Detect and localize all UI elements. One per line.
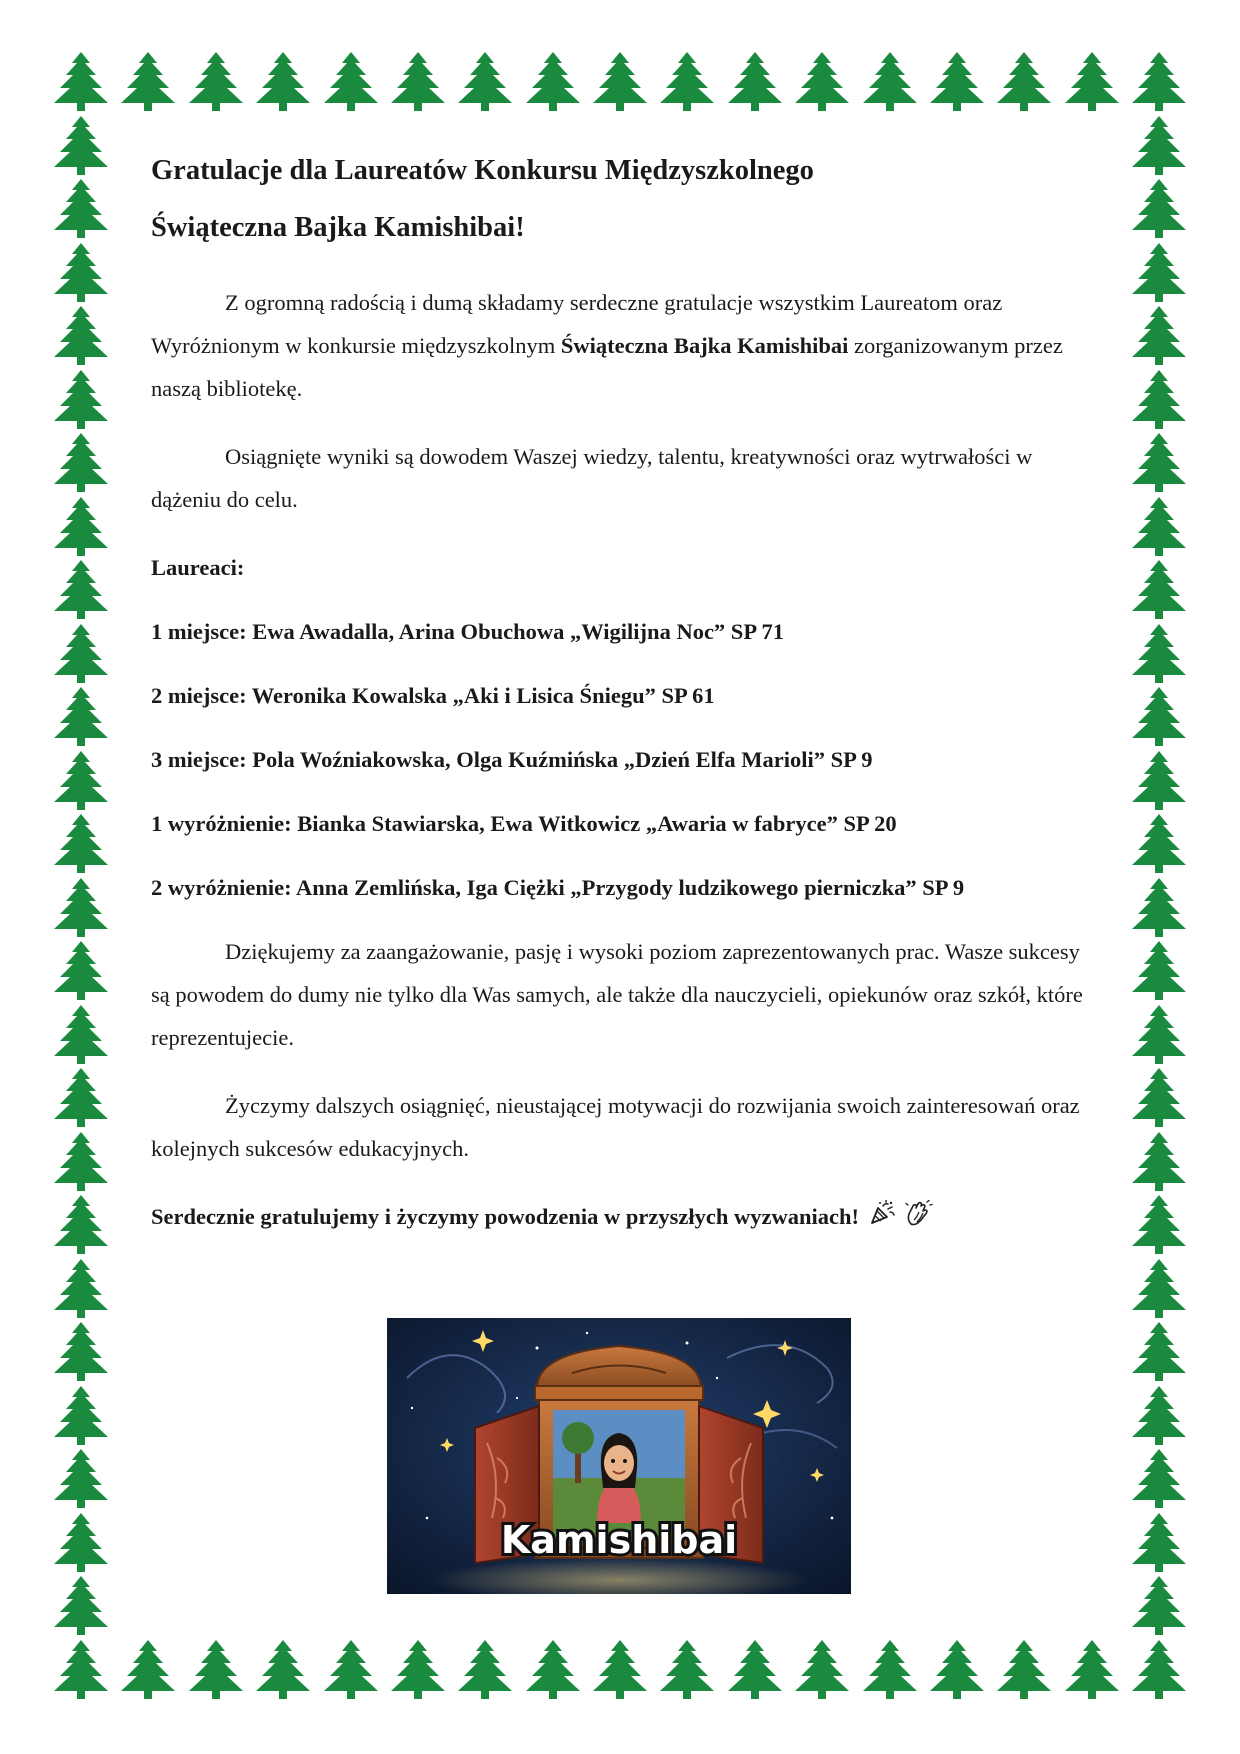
christmas-tree-icon bbox=[52, 939, 110, 1001]
christmas-tree-icon bbox=[591, 50, 649, 112]
christmas-tree-icon bbox=[995, 1638, 1053, 1700]
christmas-tree-icon bbox=[1130, 114, 1188, 176]
christmas-tree-icon bbox=[52, 304, 110, 366]
christmas-tree-icon bbox=[52, 431, 110, 493]
christmas-tree-icon bbox=[658, 1638, 716, 1700]
christmas-tree-icon bbox=[52, 1193, 110, 1255]
page-title-line-2: Świąteczna Bajka Kamishibai! bbox=[151, 212, 525, 243]
christmas-tree-icon bbox=[1130, 685, 1188, 747]
christmas-tree-icon bbox=[52, 495, 110, 557]
award-first-place: 1 miejsce: Ewa Awadalla, Arina Obuchowa „Wigilijna Noc” SP 71 bbox=[151, 619, 784, 644]
christmas-tree-icon bbox=[1130, 558, 1188, 620]
christmas-tree-icon bbox=[52, 1130, 110, 1192]
christmas-tree-icon bbox=[1130, 622, 1188, 684]
thanks-paragraph: Dziękujemy za zaangażowanie, pasję i wysoki poziom zaprezentowanych prac. Wasze sukcesy są powodem do dumy nie tylko dla Was samych, ale także dla nauczycieli, opiekunów oraz szkół, które reprezentujecie. bbox=[151, 939, 1083, 1050]
christmas-tree-icon bbox=[861, 1638, 919, 1700]
christmas-tree-icon bbox=[52, 1384, 110, 1446]
christmas-tree-icon bbox=[52, 558, 110, 620]
christmas-tree-icon bbox=[52, 812, 110, 874]
christmas-tree-icon bbox=[389, 50, 447, 112]
christmas-tree-icon bbox=[1130, 749, 1188, 811]
christmas-tree-icon bbox=[1130, 1574, 1188, 1636]
christmas-tree-icon bbox=[1130, 304, 1188, 366]
christmas-tree-icon bbox=[52, 1574, 110, 1636]
award-third-place: 3 miejsce: Pola Woźniakowska, Olga Kuźmińska „Dzień Elfa Marioli” SP 9 bbox=[151, 747, 873, 772]
christmas-tree-icon bbox=[254, 50, 312, 112]
christmas-tree-icon bbox=[1130, 177, 1188, 239]
christmas-tree-icon bbox=[793, 1638, 851, 1700]
winners-heading: Laureaci: bbox=[151, 555, 245, 580]
christmas-tree-icon bbox=[1130, 431, 1188, 493]
christmas-tree-icon bbox=[456, 50, 514, 112]
christmas-tree-icon bbox=[591, 1638, 649, 1700]
christmas-tree-icon bbox=[52, 1511, 110, 1573]
christmas-tree-icon bbox=[1130, 1511, 1188, 1573]
award-first-distinction: 1 wyróżnienie: Bianka Stawiarska, Ewa Witkowicz „Awaria w fabryce” SP 20 bbox=[151, 811, 897, 836]
christmas-tree-icon bbox=[524, 1638, 582, 1700]
christmas-tree-icon bbox=[1130, 939, 1188, 1001]
christmas-tree-icon bbox=[52, 1320, 110, 1382]
christmas-tree-icon bbox=[254, 1638, 312, 1700]
closing-line bbox=[151, 1195, 1101, 1240]
award-second-place: 2 miejsce: Weronika Kowalska „Aki i Lisica Śniegu” SP 61 bbox=[151, 683, 715, 708]
christmas-tree-icon bbox=[322, 50, 380, 112]
christmas-tree-icon bbox=[119, 1638, 177, 1700]
christmas-tree-icon bbox=[322, 1638, 380, 1700]
christmas-tree-icon bbox=[389, 1638, 447, 1700]
christmas-tree-icon bbox=[1130, 368, 1188, 430]
contest-name: Świąteczna Bajka Kamishibai bbox=[560, 333, 849, 358]
christmas-tree-icon bbox=[52, 1447, 110, 1509]
christmas-tree-icon bbox=[52, 1066, 110, 1128]
christmas-tree-icon bbox=[1130, 1384, 1188, 1446]
christmas-tree-icon bbox=[119, 50, 177, 112]
intro-paragraph bbox=[151, 281, 1101, 410]
christmas-tree-icon bbox=[52, 622, 110, 684]
wishes-paragraph: Życzymy dalszych osiągnięć, nieustającej motywacji do rozwijania swoich zainteresowań oraz kolejnych sukcesów edukacyjnych. bbox=[151, 1093, 1080, 1161]
christmas-tree-icon bbox=[1130, 812, 1188, 874]
christmas-tree-icon bbox=[52, 177, 110, 239]
christmas-tree-icon bbox=[524, 50, 582, 112]
christmas-tree-icon bbox=[1063, 1638, 1121, 1700]
christmas-tree-icon bbox=[52, 1638, 110, 1700]
kamishibai-illustration bbox=[387, 1318, 851, 1594]
christmas-tree-icon bbox=[52, 749, 110, 811]
christmas-tree-icon bbox=[52, 876, 110, 938]
christmas-tree-icon bbox=[52, 1003, 110, 1065]
christmas-tree-icon bbox=[52, 685, 110, 747]
christmas-tree-icon bbox=[1130, 495, 1188, 557]
christmas-tree-icon bbox=[1130, 1193, 1188, 1255]
party-popper-icon bbox=[869, 1197, 895, 1240]
christmas-tree-icon bbox=[52, 368, 110, 430]
christmas-tree-icon bbox=[456, 1638, 514, 1700]
closing-text: Serdecznie gratulujemy i życzymy powodzenia w przyszłych wyzwaniach! bbox=[151, 1204, 860, 1229]
christmas-tree-icon bbox=[928, 50, 986, 112]
christmas-tree-icon bbox=[1063, 50, 1121, 112]
christmas-tree-icon bbox=[52, 1257, 110, 1319]
christmas-tree-icon bbox=[187, 50, 245, 112]
christmas-tree-icon bbox=[1130, 1638, 1188, 1700]
kamishibai-logo-text: Kamishibai bbox=[500, 1518, 738, 1562]
christmas-tree-icon bbox=[861, 50, 919, 112]
christmas-tree-icon bbox=[1130, 1320, 1188, 1382]
christmas-tree-icon bbox=[52, 50, 110, 112]
christmas-tree-icon bbox=[52, 114, 110, 176]
christmas-tree-icon bbox=[928, 1638, 986, 1700]
christmas-tree-icon bbox=[726, 50, 784, 112]
awards-list bbox=[151, 589, 1101, 909]
page-title-line-1: Gratulacje dla Laureatów Konkursu Międzyszkolnego bbox=[151, 155, 814, 186]
christmas-tree-icon bbox=[995, 50, 1053, 112]
christmas-tree-icon bbox=[726, 1638, 784, 1700]
christmas-tree-icon bbox=[658, 50, 716, 112]
christmas-tree-icon bbox=[187, 1638, 245, 1700]
christmas-tree-icon bbox=[1130, 1130, 1188, 1192]
kamishibai-banner bbox=[387, 1318, 851, 1594]
christmas-tree-icon bbox=[793, 50, 851, 112]
christmas-tree-icon bbox=[1130, 241, 1188, 303]
christmas-tree-icon bbox=[1130, 1447, 1188, 1509]
intro-text-1: Z ogromną radością i dumą składamy serdeczne gratulacje wszystkim Laureatom oraz Wyróżnionym w konkursie międzyszkolnym bbox=[151, 290, 1003, 358]
christmas-tree-icon bbox=[52, 241, 110, 303]
document-body bbox=[151, 142, 1101, 1240]
christmas-tree-icon bbox=[1130, 876, 1188, 938]
award-second-distinction: 2 wyróżnienie: Anna Zemlińska, Iga Ciężki „Przygody ludzikowego pierniczka” SP 9 bbox=[151, 875, 965, 900]
christmas-tree-icon bbox=[1130, 50, 1188, 112]
clapping-hands-icon bbox=[905, 1197, 933, 1240]
christmas-tree-icon bbox=[1130, 1257, 1188, 1319]
christmas-tree-icon bbox=[1130, 1066, 1188, 1128]
intro-text-2: zorganizowanym przez naszą bibliotekę. bbox=[151, 333, 1063, 401]
christmas-tree-icon bbox=[1130, 1003, 1188, 1065]
results-paragraph: Osiągnięte wyniki są dowodem Waszej wiedzy, talentu, kreatywności oraz wytrwałości w dążeniu do celu. bbox=[151, 444, 1033, 512]
